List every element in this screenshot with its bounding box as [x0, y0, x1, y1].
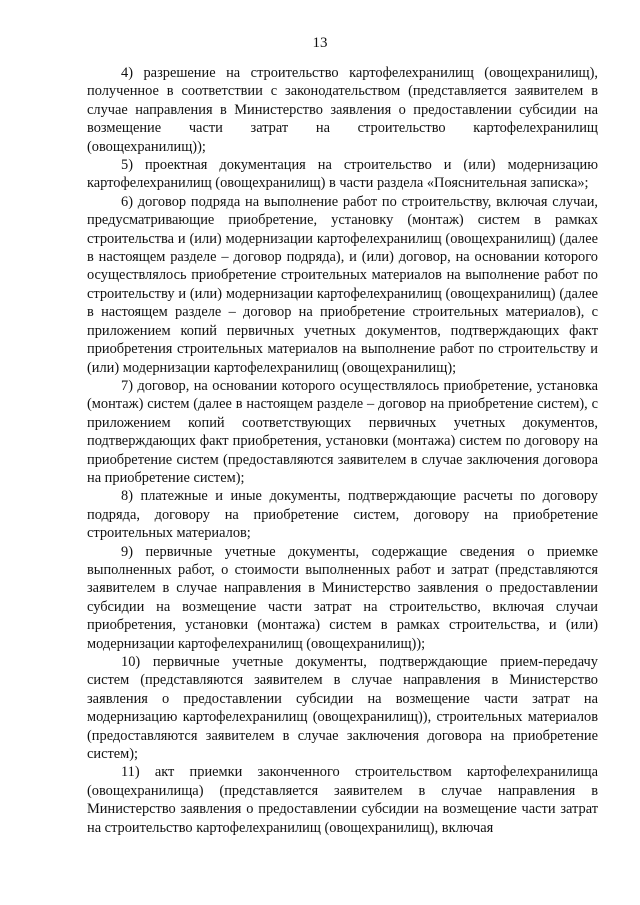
paragraph-item-5: 5) проектная документация на строительство и (или) модернизацию картофелехранилищ (овощехранилищ) в части раздела «Пояснительная записка»; — [87, 157, 598, 192]
paragraph-item-6: 6) договор подряда на выполнение работ по строительству, включая случаи, предусматривающие приобретение, установку (монтаж) систем в рамках строительства и (или) модернизации картофелехранилищ (овощехранилищ) (далее в настоящем разделе – договор подряда), и (или) договор, на основании которого осуществлялось приобретение строительных материалов на выполнение работ по строительству и (или) модернизации картофелехранилищ (овощехранилищ) (далее в настоящем разделе – договор на приобретение строительных материалов), с приложением копий первичных учетных документов, подтверждающих факт приобретения строительных материалов на выполнение работ по строительству и (или) модернизации картофелехранилищ (овощехранилищ); — [87, 193, 598, 376]
paragraph-item-8: 8) платежные и иные документы, подтверждающие расчеты по договору подряда, договору на приобретение систем, договору на приобретение строительных материалов; — [87, 488, 598, 542]
page-number: 13 — [312, 35, 328, 51]
paragraph-item-11: 11) акт приемки законченного строительством картофелехранилища (овощехранилища) (представляется заявителем в случае направления в Министерство заявления о предоставлении субсидии на возмещение части затрат на строительство картофелехранилищ (овощехранилищ), включая — [87, 764, 598, 836]
paragraph-item-10: 10) первичные учетные документы, подтверждающие прием-передачу систем (представляются заявителем в случае направления в Министерство заявления о предоставлении субсидии на возмещение части затрат на модернизацию картофелехранилищ (овощехранилищ)), строительных материалов (предоставляются заявителем в случае заключения договора на приобретение систем); — [87, 654, 598, 763]
paragraph-item-7: 7) договор, на основании которого осуществлялось приобретение, установка (монтаж) систем (далее в настоящем разделе – договор на приобретение систем), с приложением копий соответствующих первичных учетных документов, подтверждающих факт приобретения, установки (монтажа) систем по договору на приобретение систем (предоставляются заявителем в случае заключения договора на приобретение систем); — [87, 377, 598, 486]
paragraph-item-9: 9) первичные учетные документы, содержащие сведения о приемке выполненных работ, о стоимости выполненных работ и затрат (представляются заявителем в случае направления в Министерство заявления о предоставлении субсидии на возмещение части затрат на строительство, включая случаи приобретения, установки (монтажа) систем в рамках строительства, и (или) модернизации картофелехранилищ (овощехранилищ)); — [87, 543, 598, 652]
document-body — [87, 64, 598, 837]
paragraph-item-4: 4) разрешение на строительство картофелехранилищ (овощехранилищ), полученное в соответствии с законодательством (представляется заявителем в случае направления в Министерство заявления о предоставлении субсидии на возмещение части затрат на строительство картофелехранилищ (овощехранилищ)); — [87, 65, 598, 155]
